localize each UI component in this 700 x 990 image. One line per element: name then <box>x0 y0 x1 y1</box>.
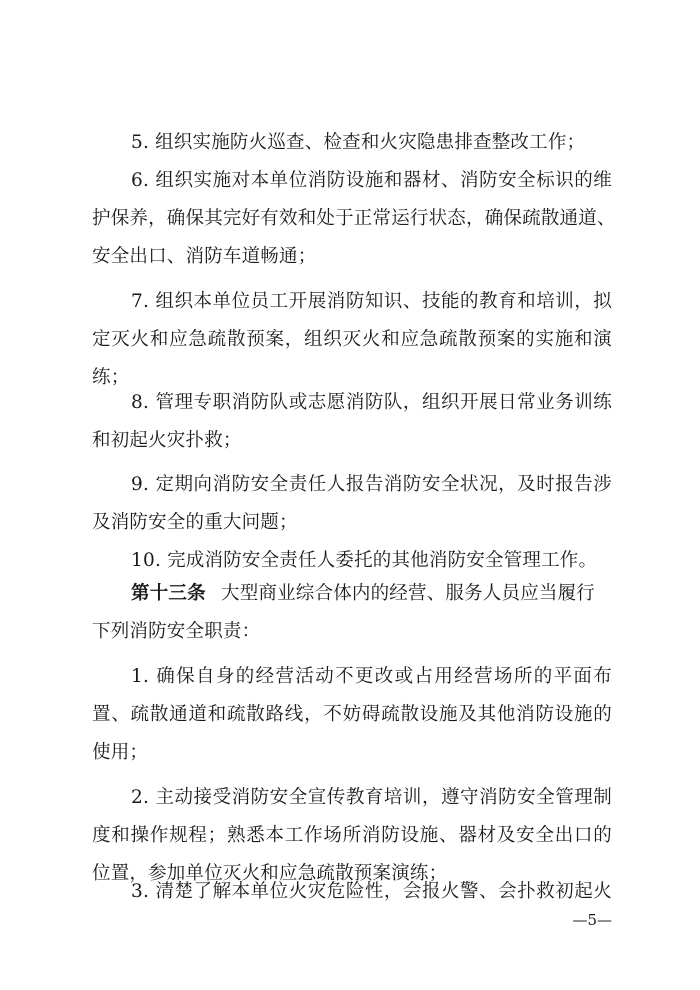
text-line-item-8-start: 8. 管理专职消防队或志愿消防队，组织开展日常业务训练 <box>131 392 612 413</box>
text-line: 定灭火和应急疏散预案，组织灭火和应急疏散预案的实施和演 <box>92 329 612 350</box>
text-line-item-9-start: 9. 定期向消防安全责任人报告消防安全状况，及时报告涉 <box>131 474 612 495</box>
text-line-duty-1-start: 1. 确保自身的经营活动不更改或占用经营场所的平面布 <box>131 666 612 687</box>
text-line: 护保养，确保其完好有效和处于正常运行状态，确保疏散通道、 <box>92 208 616 229</box>
text-line: 及消防安全的重大问题； <box>92 512 298 533</box>
page-number: —5— <box>572 911 612 929</box>
article-heading: 第十三条 <box>131 583 206 604</box>
text-line: 使用； <box>92 742 149 763</box>
text-line-item-7-start: 7. 组织本单位员工开展消防知识、技能的教育和培训，拟 <box>131 291 612 312</box>
text-line: 安全出口、消防车道畅通； <box>92 246 317 267</box>
text-line: 度和操作规程；熟悉本工作场所消防设施、器材及安全出口的 <box>92 825 612 846</box>
text-line-duty-2-start: 2. 主动接受消防安全宣传教育培训，遵守消防安全管理制 <box>131 787 612 808</box>
text-line-item-10: 10. 完成消防安全责任人委托的其他消防安全管理工作。 <box>131 550 598 571</box>
text-line: 下列消防安全职责： <box>92 621 261 642</box>
text-line: 置、疏散通道和疏散路线，不妨碍疏散设施及其他消防设施的 <box>92 704 612 725</box>
text-line: 位置，参加单位灭火和应急疏散预案演练； <box>92 863 448 884</box>
text-line-duty-3-start: 3. 清楚了解本单位火灾危险性，会报火警、会扑救初起火 <box>131 881 612 902</box>
text-line: 和初起火灾扑救； <box>92 430 242 451</box>
article-text: 大型商业综合体内的经营、服务人员应当履行 <box>221 583 596 604</box>
article-line <box>131 579 612 609</box>
text-line-item-5: 5. 组织实施防火巡查、检查和火灾隐患排查整改工作； <box>131 132 586 153</box>
text-line: 练； <box>92 367 130 388</box>
text-line-item-6-start: 6. 组织实施对本单位消防设施和器材、消防安全标识的维 <box>131 170 612 191</box>
